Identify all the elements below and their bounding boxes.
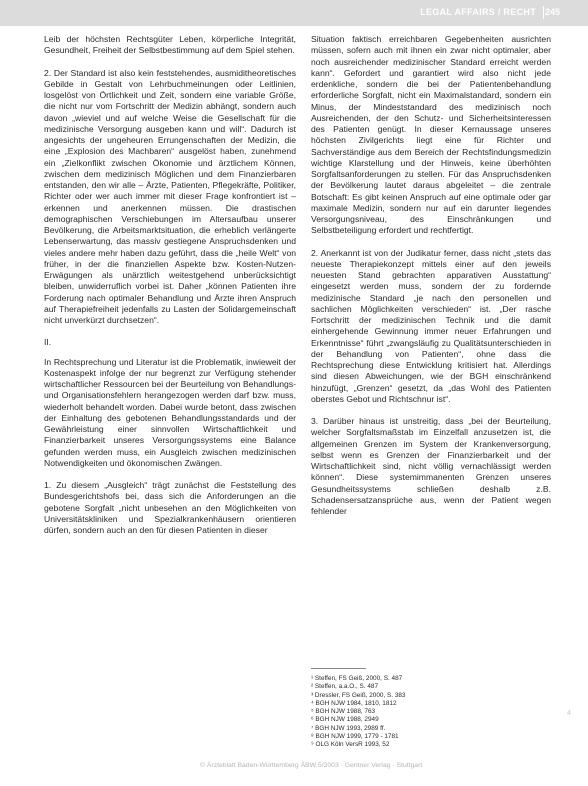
section-title: LEGAL AFFAIRS / RECHT: [420, 7, 536, 17]
paragraph: 1. Zu diesem „Ausgleich“ trägt zunächst die Feststellung des Bundesgerichtshofs bei, dass sich die Anforderungen an die gebotene Sorgfalt „nicht unbesehen an den Möglichkeiten von Universitätskliniken und Spezialkrankenhäusern orientieren dürfen, sondern auch an den für diesen Patienten in dieser: [44, 480, 296, 535]
footnote: ³ Dressler, FS Geiß, 2000, S. 383: [311, 691, 406, 699]
header-bar: [0, 0, 588, 26]
footnote: ⁷ BGH NJW 1993, 2989 ff.: [311, 724, 386, 732]
paragraph: In Rechtsprechung und Literatur ist die Problematik, inwieweit der Kostenaspekt infolge der nur begrenzt zur Verfügung stehender wirtschaftlicher Ressourcen bei der Beurteilung von Behandlungs- und Organisationsfehlern herangezogen werden darf bzw. muss, wiederholt behandelt worden. Dabei wurde betont, dass zwischen der Einhaltung des gebotenen Behandlungsstandards und der Gewährleistung einer sinnvollen Wirtschaftlichkeit und Finanzierbarkeit unseres Versorgungssystems eine Balance gefunden werden muss, ein Ausgleich zwischen medizinischen Notwendigkeiten und ökonomischen Zwängen.: [44, 356, 296, 468]
footnotes: [311, 675, 551, 750]
paragraph: 3. Darüber hinaus ist unstreitig, dass „bei der Beurteilung, welcher Sorgfaltsmaßstab im Einzelfall anzusetzen ist, die allgemeinen Grenzen im System der Krankenversorgung, selbst wenn es Grenzen der Finanzierbarkeit und der Wirtschaftlichkeit sind, nicht völlig vernachlässigt werden können“. Diese systemimmanenten Grenzen unseres Gesundheitssystems schließen deshalb z.B. Schadensersatzansprüche aus, wenn der Patient wegen fehlender: [311, 416, 551, 516]
footnote: ⁶ BGH NJW 1988, 2949: [311, 716, 379, 724]
footnote: ⁹ OLG Köln VersR 1993, 52: [311, 741, 390, 749]
paragraph: Leib der höchsten Rechtsgüter Leben, körperliche Integrität, Gesundheit, Freiheit der Selbstbestimmung auf dem Spiel stehen.: [44, 34, 296, 56]
footnote: ² Steffen, a.a.O., S. 487: [311, 683, 379, 691]
page-number: 245: [544, 7, 560, 17]
footnote: ¹ Steffen, FS Geiß, 2000, S. 487: [311, 675, 403, 682]
header-divider: [543, 6, 544, 19]
footer-credit: © Ärzteblatt Baden-Württemberg ÄBW 5/2003 · Gentner Verlag · Stuttgart: [200, 762, 423, 769]
footnote-divider: [311, 668, 366, 669]
margin-mark: 4: [567, 710, 571, 717]
section-heading: II.: [44, 337, 52, 348]
paragraph: 2. Anerkannt ist von der Judikatur ferner, dass nicht „stets das neueste Therapiekonzept mittels einer auf den jeweils neuesten Stand gebrachten apparativen Ausstattung“ eingesetzt werden muss, sondern der zu fordernde medizinische Standard „je nach den personellen und sachlichen Möglichkeiten verschieden“ ist. „Der rasche Fortschritt der medizinischen Technik und die damit einhergehende Gewinnung immer neuer Erfahrungen und Erkenntnisse“ führt „zwangsläufig zu Qualitätsunterschieden in der Behandlung von Patienten“, ohne dass die Rechtsprechung diese Entwicklung kritisiert hat. Allerdings sind diesen Abweichungen, wie der BGH einschränkend hinzufügt, „Grenzen“ gesetzt, da „das Wohl des Patienten oberstes Gebot und Richtschnur ist“.: [311, 247, 551, 404]
footnote: ⁴ BGH NJW 1984, 1810, 1812: [311, 699, 397, 707]
footnote: ⁵ BGH NJW 1988, 763: [311, 708, 376, 716]
paragraph: 2. Der Standard ist also kein feststehendes, ausmiditheoretisches Gebilde in Gestalt von Lehrbuchmeinungen oder Leitlinien, losgelöst von Örtlichkeit und Zeit, sondern eine variable Größe, die nicht nur vom Fortschritt der Medizin abhängt, sondern auch davon „wieviel und auf welche Weise die Gesellschaft für die medizinische Versorgung ausgeben kann und will“. Dadurch ist angesichts der ungeheuren Errungenschaften der Medizin, die eine „Explosion des Machbaren“ ausgelöst haben, zunehmend ein „Zielkonflikt zwischen Ökonomie und ärztlichem Können, zwischen dem medizinisch Möglichen und dem Finanzierbaren entstanden, den wir alle – Ärzte, Patienten, Pflegekräfte, Politiker, Richter oder wer auch immer mit dieser Frage konfrontiert ist – erkennen und anerkennen müssen. Die drastischen demographischen Verschiebungen im Altersaufbau unserer Bevölkerung, die Arbeitsmarktsituation, die erheblich verlängerte Lebenserwartung, das massiv gestiegene Anspruchsdenken und vieles andere mehr haben dazu geführt, dass die „heile Welt“ von früher, in der die finanziellen Aspekte bzw. Kosten-Nutzen-Erwägungen als unärztlich weitestgehend unberücksichtigt bleiben, unwiderruflich vorbei ist. Daher „können Patienten ihre Forderung nach optimaler Behandlung und Ärzte ihren Anspruch auf Therapiefreiheit jedenfalls zu Lasten der Solidargemeinschaft nicht unverkürzt durchsetzen“.: [44, 67, 296, 325]
footnote: ⁸ BGH NJW 1999, 1779 - 1781: [311, 733, 399, 741]
paragraph: Situation faktisch erreichbaren Gegebenheiten ausrichten müssen, sofern auch mit ihnen ein zwar nicht optimaler, aber noch ausreichender medizinischer Standard erreicht werden kann“. Gefordert und garantiert wird also nicht jede erdenkliche, sondern die bei der Patientenbehandlung erforderliche Sorgfalt, nicht ein Maximalstandard, sondern ein Minus, der Mindeststandard des medizinisch noch Ausreichenden, der den Schutz- und Sicherheitsinteressen des Patienten genügt. In dieser Kernaussage unseres höchsten Zivilgerichts liegt eine für Richter und Sachverständige aus dem Bereich der Rechtsfindungsmedizin wichtige Klarstellung und der Hinweis, keine überhöhten Sorgfaltsanforderungen zu stellen. Für das Anspruchsdenken der Bevölkerung lautet daraus abgeleitet – die zentrale Botschaft: Es gibt keinen Anspruch auf eine optimale oder gar maximale Medizin, sondern nur auf ein darunter liegendes Versorgungsniveau, des Einschränkungen und Selbstbeteiligung erfordert und rechtfertigt.: [311, 34, 551, 236]
right-column: [311, 34, 551, 517]
left-column: [44, 34, 296, 536]
